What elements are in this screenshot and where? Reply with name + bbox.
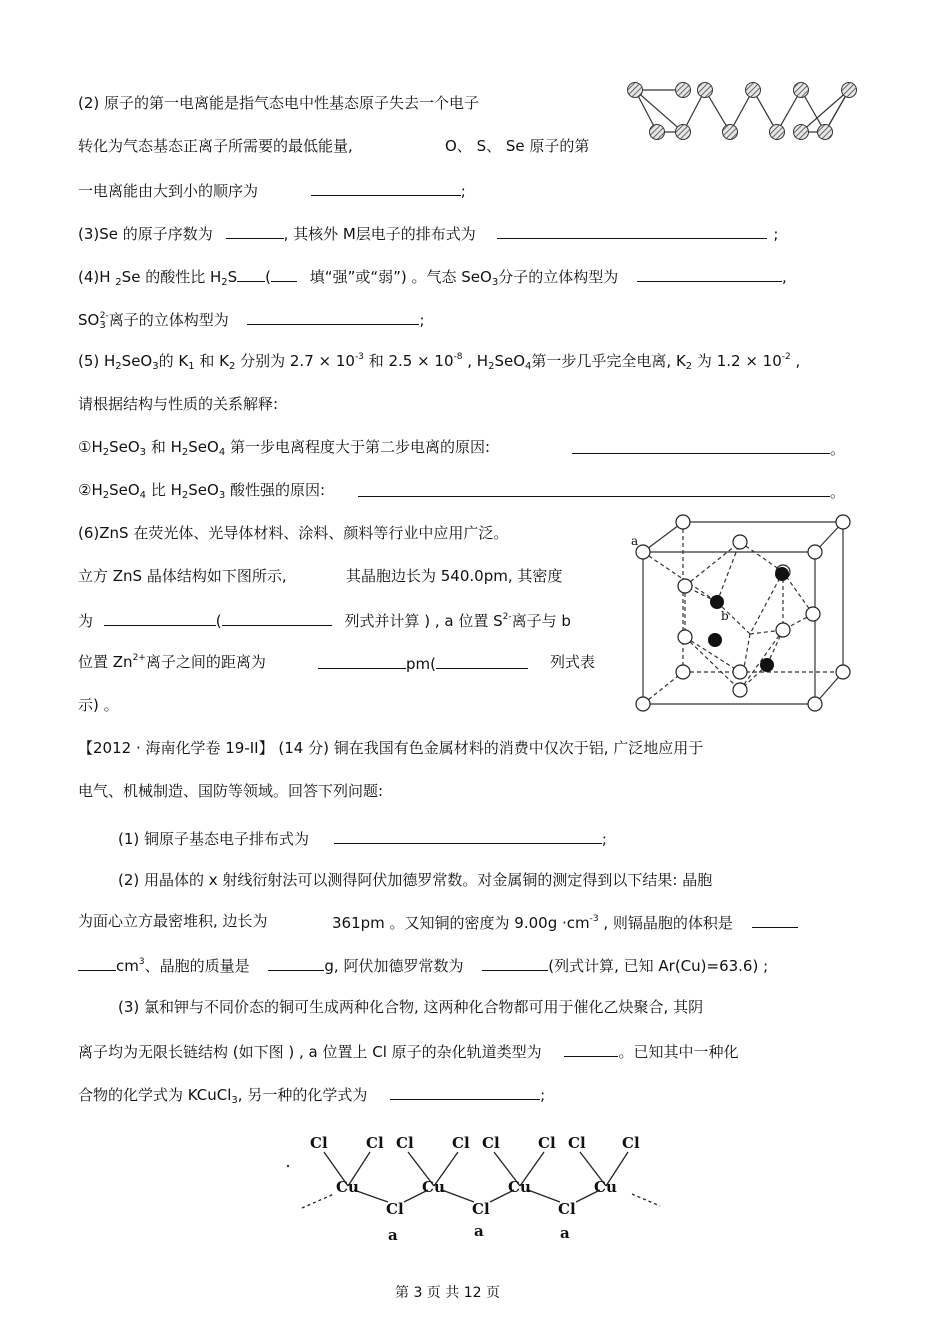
q6-line2a: 立方 ZnS 晶体结构如下图所示,: [78, 567, 287, 585]
q5-cause2: $②H_2SeO_4$ 比 $H_2SeO_3$ 酸性强的原因:: [78, 481, 326, 501]
q5-cause1-blank: 。: [572, 437, 845, 459]
answer-blank[interactable]: [222, 609, 332, 626]
q2012-part2-line2: 为面心立方最密堆积, 边长为: [78, 912, 268, 930]
chain-label-a: a: [560, 1224, 570, 1242]
answer-blank[interactable]: [436, 652, 528, 669]
answer-blank[interactable]: [497, 222, 767, 239]
q6-line4-blank: pm(: [318, 652, 528, 674]
chain-cu: Cu: [336, 1178, 359, 1196]
chain-cl-bridge: Cl: [558, 1200, 576, 1218]
answer-blank[interactable]: [564, 1040, 618, 1057]
q6-line1: (6)ZnS 在荧光体、光导体材料、涂料、颜料等行业中应用广泛。: [78, 524, 509, 542]
q4-line1: (4)H $_2$Se 的酸性比 $H_2S$ ( 填“强”或“弱”) 。气态 SeO$_3$分子的立体构型为 ,: [78, 265, 787, 287]
chain-cl: Cl: [310, 1134, 328, 1152]
q2012-part3-line1: (3) 氯和钾与不同价态的铜可生成两种化合物, 这两种化合物都可用于催化乙炔聚合, 其阴: [118, 998, 704, 1016]
cube-label-b: b: [721, 609, 729, 623]
q3-line: (3)Se 的原子序数为 , 其核外 M层电子的排布式为 ;: [78, 222, 778, 244]
answer-blank[interactable]: [237, 265, 265, 282]
q2012-part2-line3: $cm^3$、晶胞的质量是 g, 阿伏加德罗常数为 (列式计算, 已知 Ar(Cu)=63.6) ;: [78, 954, 768, 976]
q2-line1: (2) 原子的第一电离能是指气态电中性基态原子失去一个电子: [78, 94, 480, 112]
answer-blank[interactable]: [271, 265, 297, 282]
q5-line1: (5) $H_2SeO_3$的 $K_1$ 和 $K_2$ 分别为 $2.7 \times 10^{-3}$ 和 $2.5 \times 10^{-8}$ , $H_2SeO_4$第一步几乎完全电离, $K_2$ 为 $1.2 \times 10^{-2}$ ,: [78, 352, 801, 372]
q2012-part3-line3: 合物的化学式为 KCuCl$_3$, 另一种的化学式为 ;: [78, 1083, 545, 1105]
chain-cu: Cu: [594, 1178, 617, 1196]
q5-cause1: $①H_2SeO_3$ 和 $H_2SeO_4$ 第一步电离程度大于第二步电离的原因:: [78, 438, 491, 458]
chain-label-a: a: [388, 1226, 398, 1244]
chain-cl: Cl: [568, 1134, 586, 1152]
q2-line3: 一电离能由大到小的顺序为 ;: [78, 179, 466, 201]
chain-cl-bridge: Cl: [386, 1200, 404, 1218]
zigzag-chain-figure: [620, 80, 870, 150]
answer-blank[interactable]: [78, 954, 116, 971]
answer-blank[interactable]: [752, 911, 798, 928]
answer-blank[interactable]: [226, 222, 284, 239]
q6-line4-end: 列式表: [550, 653, 596, 671]
chain-cl: Cl: [482, 1134, 500, 1152]
chain-cu: Cu: [508, 1178, 531, 1196]
q2012-line1: 【2012 · 海南化学卷 19-II】 (14 分) 铜在我国有色金属材料的消费中仅次于铝, 广泛地应用于: [78, 739, 704, 757]
answer-blank[interactable]: [390, 1083, 540, 1100]
chain-cl: Cl: [366, 1134, 384, 1152]
page-footer: 第 3 页 共 12 页: [395, 1285, 500, 1301]
q2-line2b: O、 S、 Se 原子的第: [445, 137, 590, 155]
chain-cl: Cl: [452, 1134, 470, 1152]
chain-cl: Cl: [622, 1134, 640, 1152]
zns-unit-cell-figure: [625, 512, 857, 720]
q6-line4: 位置 $Zn^{2+}$离子之间的距离为: [78, 653, 266, 671]
chain-cl-bridge: Cl: [472, 1200, 490, 1218]
answer-blank[interactable]: [572, 437, 830, 454]
chain-cu: Cu: [422, 1178, 445, 1196]
answer-blank[interactable]: [268, 954, 324, 971]
cube-label-a: a: [631, 534, 639, 548]
q2012-part2-line1: (2) 用晶体的 x 射线衍射法可以测得阿伏加德罗常数。对金属铜的测定得到以下结果: 晶胞: [118, 871, 713, 889]
answer-blank[interactable]: [311, 179, 461, 196]
q5-cause2-blank: 。: [358, 480, 845, 502]
chain-cl: Cl: [538, 1134, 556, 1152]
answer-blank[interactable]: [104, 609, 216, 626]
q4-line2: $SO_3^{2-}$离子的立体构型为 ;: [78, 308, 425, 330]
chain-cl: Cl: [396, 1134, 414, 1152]
q2012-part3-line2: 离子均为无限长链结构 (如下图 ) , a 位置上 Cl 原子的杂化轨道类型为 。已知其中一种化: [78, 1040, 738, 1062]
q6-line3: 为 ( 列式并计算 ) , a 位置 $S^{2-}$离子与 b: [78, 609, 571, 631]
q6-line5: 示) 。: [78, 696, 119, 714]
cucl-chain-figure: [282, 1128, 666, 1248]
answer-blank[interactable]: [358, 480, 830, 497]
answer-blank[interactable]: [247, 308, 419, 325]
q2012-line2: 电气、机械制造、国防等领域。回答下列问题:: [78, 782, 384, 800]
chain-label-a: a: [474, 1222, 484, 1240]
answer-blank[interactable]: [637, 265, 782, 282]
answer-blank[interactable]: [334, 827, 602, 844]
q5-line2: 请根据结构与性质的关系解释:: [78, 395, 279, 413]
answer-blank[interactable]: [482, 954, 548, 971]
q2012-part1: (1) 铜原子基态电子排布式为 ;: [118, 827, 607, 849]
q2012-part2-line2b: 361pm 。又知铜的密度为 $9.00g \cdot cm^{-3}$ , 则镉晶胞的体积是: [332, 911, 798, 933]
q2-line2a: 转化为气态基态正离子所需要的最低能量,: [78, 137, 353, 155]
q6-line2b: 其晶胞边长为 540.0pm, 其密度: [346, 567, 563, 585]
answer-blank[interactable]: [318, 652, 406, 669]
